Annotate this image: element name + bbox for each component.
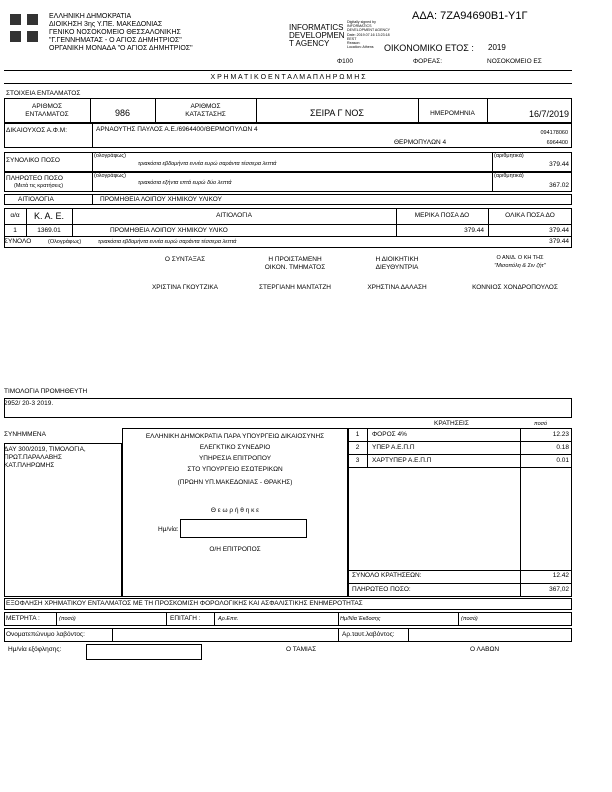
deduction-row-name: ΦΟΡΟΣ 4% — [372, 431, 407, 438]
cheque-label: ΕΠΙΤΑΓΗ : — [170, 615, 201, 622]
invoices-text: 2952/ 20-3 2019. — [4, 400, 54, 407]
deduction-row-no: 2 — [355, 444, 360, 451]
audit-line-3: ΥΠΗΡΕΣΙΑ ΕΠΙΤΡΟΠΟΥ — [198, 455, 272, 462]
reason-text: ΠΡΟΜΗΘΕΙΑ ΛΟΙΠΟΥ ΧΗΜΙΚΟΥ ΥΛΙΚΟΥ — [100, 196, 222, 203]
sig-line: Digitally signed by — [347, 20, 376, 24]
sig-line: Location: Athens — [347, 45, 374, 50]
deduction-row-name: ΥΠΕΡ Α.Ε.Π.Π — [372, 444, 415, 451]
sum-total: 379.44 — [549, 238, 569, 245]
deductions-payable-label: ΠΛΗΡΩΤΕΟ ΠΟΣΟ: — [352, 586, 411, 593]
reason-label: ΑΙΤΙΟΛΟΓΙΑ — [18, 196, 54, 203]
cashier-label: Ο ΤΑΜΙΑΣ — [286, 646, 317, 653]
paid-date-field[interactable] — [86, 644, 202, 660]
total-words: τριακόσια εβδομήντα εννέα ευρώ σαράντα τέσσερα λεπτά — [138, 161, 277, 167]
col-kae-header: Κ. Α. Ε. — [33, 211, 64, 221]
deductions-payable: 367,02 — [549, 586, 569, 593]
audit-commissioner: Ο/Η ΕΠΙΤΡΟΠΟΣ — [209, 546, 261, 553]
col-partial-header: ΜΕΡΙΚΑ ΠΟΣΑ ΔΟ — [414, 212, 470, 219]
name-officer: ΚΟΝΝΙΟΣ ΧΟΝΔΡΟΠΟΥΛΟΣ — [472, 284, 558, 291]
audit-line-4: ΣΤΟ ΥΠΟΥΡΓΕΙΟ ΕΣΩΤΕΡΙΚΩΝ — [187, 466, 283, 473]
order-date: 16/7/2019 — [528, 109, 569, 119]
table-row-total: 379.44 — [549, 227, 569, 234]
sum-words: τριακόσια εβδομήντα εννέα ευρώ σαράντα τέσσερα λεπτά — [98, 239, 237, 245]
sig-line: Date: 2019.07.16 13:23:18 — [347, 32, 390, 37]
foreas-label: ΦΟΡΕΑΣ: — [413, 58, 443, 65]
role-officer-1: Ο ΑΝ/Δ. Ο ΚΗ ΤΗΣ — [496, 255, 544, 261]
audit-date-label: Ημ/νία: — [158, 526, 179, 533]
beneficiary-address: ΘΕΡΜΟΠΥΛΩΝ 4 — [394, 139, 447, 146]
role-composer: Ο ΣΥΝΤΑΞΑΣ — [164, 256, 206, 263]
receiver-label: Ο ΛΑΒΩΝ — [470, 646, 500, 653]
deductions-label: ΚΡΑΤΗΣΕΙΣ — [434, 420, 469, 427]
payable-amount: 367.02 — [549, 182, 569, 189]
order-number-label: ΑΡΙΘΜΟΣ — [31, 103, 63, 110]
org-line-5: ΟΡΓΑΝΙΚΗ ΜΟΝΑΔΑ "Ο ΑΓΙΟΣ ΔΗΜΗΤΡΙΟΣ" — [49, 45, 193, 52]
role-director-2: ΔΙΕΥΘΥΝΤΡΙΑ — [375, 264, 419, 271]
payable-words: τριακόσια εξήντα επτά ευρώ δύο λεπτά — [138, 180, 232, 186]
org-line-3: ΓΕΝΙΚΟ ΝΟΣΟΚΟΜΕΙΟ ΘΕΣΣΑΛΟΝΙΚΗΣ — [49, 29, 181, 36]
total-label: ΣΥΝΟΛΙΚΟ ΠΟΣΟ — [6, 157, 60, 164]
payable-row — [4, 172, 572, 192]
informatics-line-1: INFORMATICS — [289, 23, 344, 32]
sig-line: EEST — [347, 36, 357, 41]
total-words-label: (ολογράφως) — [94, 153, 126, 159]
deduction-row-amount: 12.23 — [552, 431, 569, 438]
attachment-line-1: ΔΑΥ 300/2019, ΤΙΜΟΛΟΓΙΑ, — [4, 446, 86, 453]
name-composer: ΧΡΙΣΤΙΝΑ ΓΚΟΥΤΖΙΚΑ — [151, 284, 219, 291]
foreas-value: ΝΟΣΟΚΟΜΕΙΟ ΕΣ — [487, 58, 542, 65]
receiver-name-label: Ονοματεπώνυμο λαβόντος: — [6, 631, 85, 638]
name-head: ΣΤΕΡΓΙΑΝΗ ΜΑΝΤΑΤΖΗ — [259, 284, 331, 291]
total-num-label: (αριθμητικά) — [494, 153, 524, 159]
sum-label: ΣΥΝΟΛΟ — [4, 238, 32, 245]
deduction-row-no: 1 — [355, 431, 360, 438]
invoices-label: ΤΙΜΟΛΟΓΙΑ ΠΡΟΜΗΘΕΥΤΗ — [4, 388, 88, 395]
role-head-1: Η ΠΡΟΙΣΤΑΜΕΝΗ — [268, 256, 322, 263]
attachment-line-3: ΚΑΤ.ΠΛΗΡΩΜΗΣ — [4, 462, 55, 469]
coat-of-arms-icon — [10, 14, 38, 42]
cash-amount-field[interactable]: (ποσό) — [59, 616, 76, 622]
order-number-label-2: ΕΝΤΑΛΜΑΤΟΣ — [25, 111, 69, 118]
reason-row — [4, 194, 572, 205]
org-line-1: ΕΛΛΗΝΙΚΗ ΔΗΜΟΚΡΑΤΙΑ — [49, 13, 132, 20]
sum-words-label: (Ολογράφως) — [48, 239, 82, 245]
audit-date-field[interactable] — [180, 519, 307, 538]
col-total-header: ΟΛΙΚΑ ΠΟΣΑ ΔΟ — [505, 212, 555, 219]
beneficiary-code: 6964400 — [546, 140, 568, 146]
audit-approved: Θ ε ω ρ ή θ η κ ε — [210, 507, 260, 514]
sig-line: INFORMATICS — [347, 24, 372, 29]
payment-row-2 — [4, 628, 572, 642]
deduction-row-name: ΧΑΡΤΥΠΕΡ Α.Ε.Π.Π — [372, 457, 432, 464]
sig-line: DEVELOPMENT AGENCY — [347, 28, 391, 33]
beneficiary-name: ΑΡΝΑΟΥΤΗΣ ΠΑΥΛΟΣ Α.Ε./6964400/ΘΕΡΜΟΠΥΛΩΝ 4 — [96, 126, 258, 133]
beneficiary-label: ΔΙΚΑΙΟΥΧΟΣ Α.Φ.Μ: — [6, 127, 68, 134]
beneficiary-afm: 094178060 — [540, 130, 568, 136]
name-director: ΧΡΗΣΤΙΝΑ ΔΑΛΑΣΗ — [367, 284, 427, 291]
role-director-1: Η ΔΙΟΙΚΗΤΙΚΗ — [375, 256, 419, 263]
sig-line: Reason: — [347, 41, 361, 46]
paid-date-label: Ημ/νία εξόφλησης: — [8, 646, 62, 653]
stage-label: ΑΡΙΘΜΟΣ — [190, 103, 221, 110]
deduction-row-no: 3 — [355, 457, 360, 464]
table-row-partial: 379.44 — [464, 227, 484, 234]
order-number: 986 — [114, 108, 131, 118]
attachments-label: ΣΥΝΗΜΜΕΝΑ — [4, 431, 46, 438]
order-section-label: ΣΤΟΙΧΕΙΑ ΕΝΤΑΛΜΑΤΟΣ — [6, 90, 81, 97]
table-row-reason: ΠΡΟΜΗΘΕΙΑ ΛΟΙΠΟΥ ΧΗΜΙΚΟΥ ΥΛΙΚΟ — [110, 227, 228, 234]
ada-code: ΑΔΑ: 7ΖΑ94690Β1-Υ1Γ — [412, 10, 528, 22]
deductions-amount-header: ποσό — [534, 421, 548, 427]
col-reason-header: ΑΙΤΙΟΛΟΓΙΑ — [216, 212, 252, 219]
table-row-aa: 1 — [13, 227, 17, 234]
org-line-4: "Γ.ΓΕΝΝΗΜΑΤΑΣ - Ο ΑΓΙΟΣ ΔΗΜΗΤΡΙΟΣ" — [49, 37, 182, 44]
informatics-line-3: T AGENCY — [289, 39, 330, 48]
payable-words-label: (ολογράφως) — [94, 173, 126, 179]
receiver-id-label: Αρ.ταυτ.λαβόντος: — [342, 631, 395, 638]
beneficiary-row — [4, 123, 572, 148]
document-title: Χ Ρ Η Μ Α Τ Ι Κ Ο Ε Ν Τ Α Λ Μ Α Π Λ Η Ρ Ω Μ Η Σ — [210, 74, 366, 81]
cheque-amount-field[interactable]: (ποσό) — [461, 616, 478, 622]
deduction-row-amount: 0.01 — [556, 457, 569, 464]
payable-sublabel: (Μετά τις κρατήσεις) — [14, 183, 64, 189]
deduction-row-amount: 0.18 — [556, 444, 569, 451]
stage-label-2: ΚΑΤΑΣΤΑΣΗΣ — [185, 111, 226, 118]
informatics-line-2: DEVELOPMEN — [289, 31, 345, 40]
audit-line-1: ΕΛΛΗΝΙΚΗ ΔΗΜΟΚΡΑΤΙΑ ΠΑΡΑ ΥΠΟΥΡΓΕΙΩ ΔΙΚΑΙΟΣΥΝΗΣ — [145, 433, 325, 440]
series: ΣΕΙΡΑ Γ ΝΟΣ — [310, 108, 364, 118]
payment-section-label: ΕΞΟΦΛΗΣΗ ΧΡΗΜΑΤΙΚΟΥ ΕΝΤΑΛΜΑΤΟΣ ΜΕ ΤΗ ΠΡΟΣΚΟΜΙΣΗ ΦΟΡΟΛΟΓΙΚΗΣ ΚΑΙ ΑΣΦΑΛΙΣΤΙΚΗΣ ΕΝΗΜΕΡΟΤΗΤΑΣ — [6, 600, 363, 607]
role-head-2: ΟΙΚΟΝ. ΤΜΗΜΑΤΟΣ — [264, 264, 326, 271]
org-line-2: ΔΙΟΙΚΗΣΗ 3ης Υ.ΠΕ. ΜΑΚΕΔΟΝΙΑΣ — [49, 21, 163, 28]
cheque-no-field[interactable]: Αρ.Επιτ. — [218, 616, 239, 622]
payable-label: ΠΛΗΡΩΤΕΟ ΠΟΣΟ — [6, 175, 63, 182]
col-aa-header: α/α — [10, 212, 20, 219]
payment-row-1 — [4, 612, 572, 626]
date-label: ΗΜΕΡΟΜΗΝΙΑ — [430, 110, 475, 117]
invoices-box — [4, 398, 572, 418]
title-rule-bottom — [4, 83, 572, 84]
table-row-kae: 1369.01 — [37, 227, 61, 234]
title-rule-top — [4, 70, 572, 71]
total-row — [4, 152, 572, 172]
economic-year: 2019 — [488, 43, 506, 52]
audit-line-2: ΕΛΕΓΚΤΙΚΟ ΣΥΝΕΔΡΙΟ — [199, 444, 271, 451]
phi-code: Φ100 — [337, 58, 354, 65]
audit-line-5: (ΠΡΩΗΝ ΥΠ.ΜΑΚΕΔΟΝΙΑΣ - ΘΡΑΚΗΣ) — [177, 479, 293, 486]
total-amount: 379.44 — [549, 161, 569, 168]
cash-label: ΜΕΤΡΗΤΑ : — [6, 615, 40, 622]
deductions-sum-label: ΣΥΝΟΛΟ ΚΡΑΤΗΣΕΩΝ: — [352, 572, 422, 579]
deductions-sum: 12.42 — [552, 572, 569, 579]
cheque-date-field[interactable]: Ημ/Νία Έκδοσης — [340, 616, 381, 622]
attachment-line-2: ΠΡΩΤ.ΠΑΡΑΛΑΒΗΣ — [4, 454, 62, 461]
payable-num-label: (αριθμητικά) — [494, 173, 524, 179]
role-officer-2: "Μισοπόλη & Σιν ζήτ" — [494, 263, 546, 269]
economic-year-label: ΟΙΚΟΝΟΜΙΚΟ ΕΤΟΣ : — [384, 43, 474, 53]
